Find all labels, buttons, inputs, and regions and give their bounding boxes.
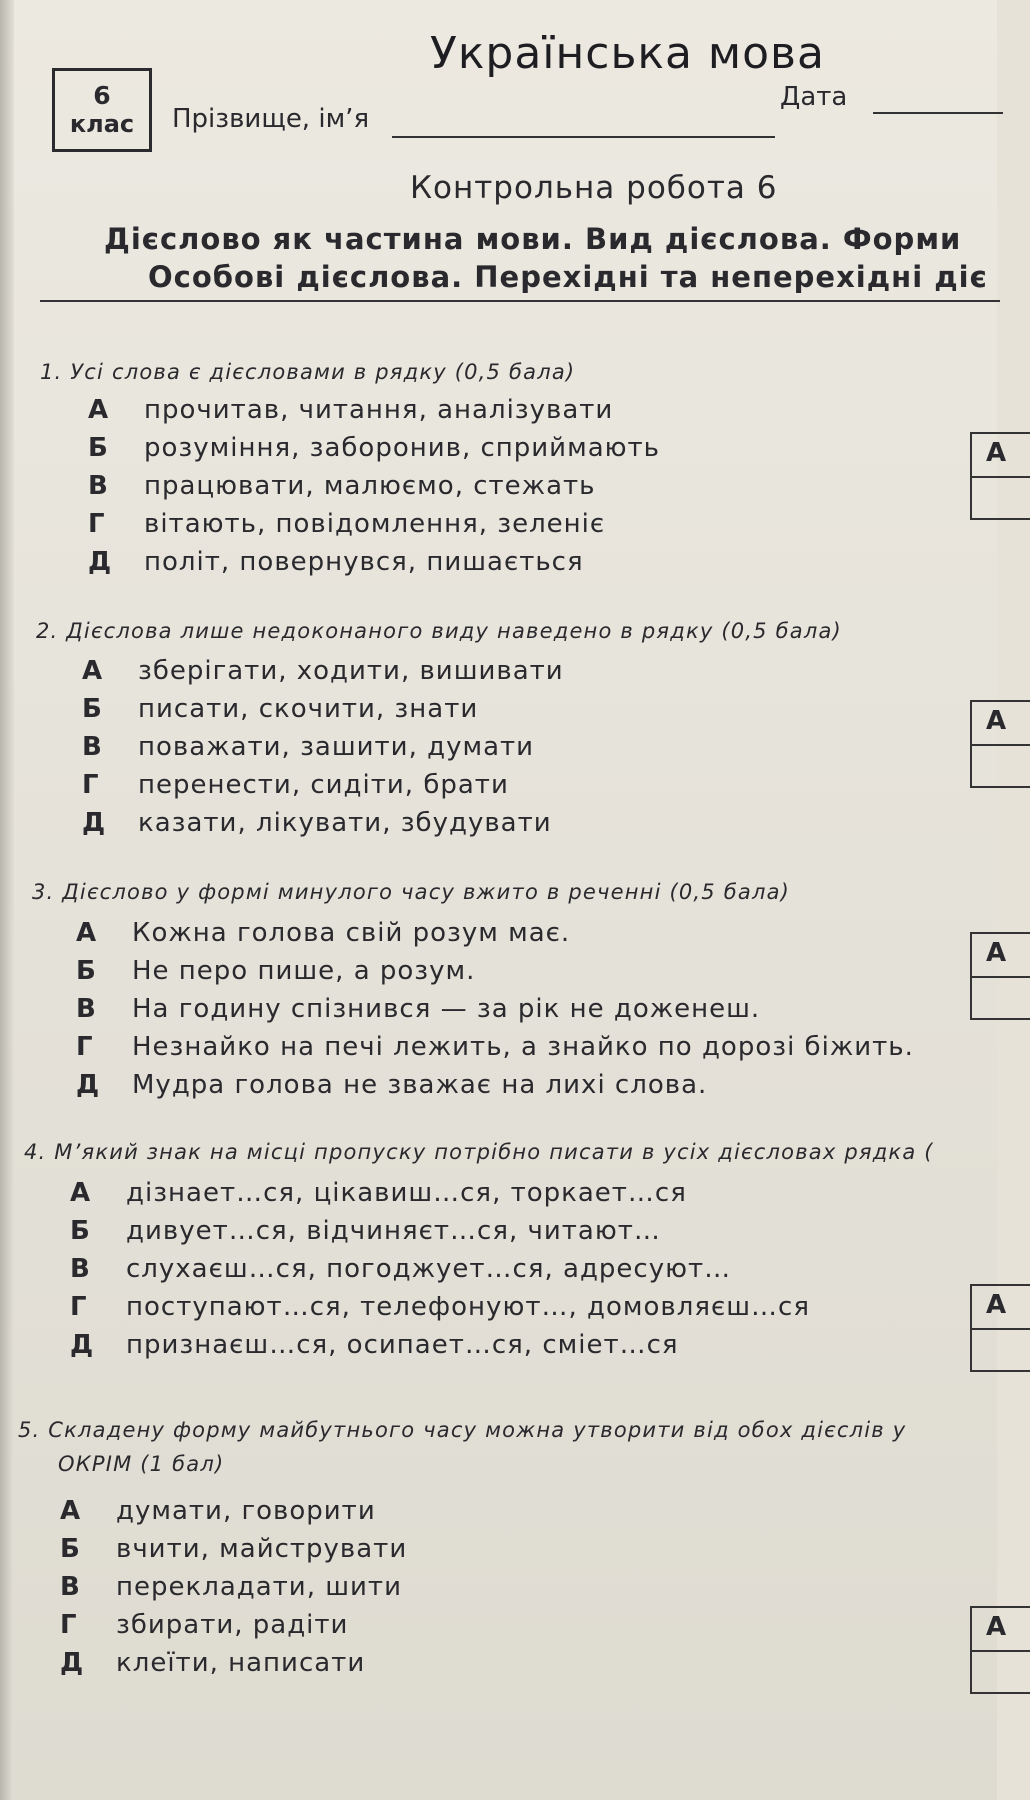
option-letter: Д xyxy=(70,1330,95,1360)
topic-line-2: Особові дієслова. Перехідні та неперехідні діє xyxy=(148,260,988,294)
question-5-option-e[interactable] xyxy=(60,1648,365,1678)
question-4-option-a[interactable] xyxy=(70,1178,687,1208)
option-text: казати, лікувати, збудувати xyxy=(138,808,552,838)
option-text: слухаєш…ся, погоджует…ся, адресуют… xyxy=(126,1254,732,1284)
title-divider xyxy=(40,300,1000,302)
option-letter: В xyxy=(88,471,109,501)
grade-number: 6 xyxy=(93,81,111,110)
question-1-option-b[interactable] xyxy=(88,433,660,463)
question-3-option-b[interactable] xyxy=(76,956,475,986)
option-letter: Б xyxy=(60,1534,81,1564)
option-letter: Г xyxy=(70,1292,88,1322)
question-3-option-d[interactable] xyxy=(76,1032,914,1062)
date-field[interactable] xyxy=(873,112,1003,114)
question-1-option-c[interactable] xyxy=(88,471,595,501)
answer-grid-letter: А xyxy=(986,438,1007,468)
option-letter: А xyxy=(70,1178,92,1208)
option-letter: Б xyxy=(76,956,97,986)
option-letter: В xyxy=(82,732,103,762)
option-text: думати, говорити xyxy=(116,1496,376,1526)
question-3-option-c[interactable] xyxy=(76,994,760,1024)
question-1-option-e[interactable] xyxy=(88,547,584,577)
option-letter: А xyxy=(76,918,98,948)
option-letter: В xyxy=(60,1572,81,1602)
question-5-option-d[interactable] xyxy=(60,1610,348,1640)
option-text: прочитав, читання, аналізувати xyxy=(144,395,614,425)
question-5: 5. Складену форму майбутнього часу можна утворити від обох дієслів у xyxy=(18,1418,907,1442)
option-text: дивует…ся, відчиняєт…ся, читают… xyxy=(126,1216,661,1246)
question-5-continuation: ОКРІМ (1 бал) xyxy=(58,1452,225,1476)
topic-line-1: Дієслово як частина мови. Вид дієслова. Форми xyxy=(104,222,962,256)
name-field[interactable] xyxy=(392,136,775,138)
answer-grid-letter: А xyxy=(986,938,1007,968)
option-letter: А xyxy=(60,1496,82,1526)
answer-grid-5[interactable] xyxy=(970,1606,1030,1694)
answer-grid-letter: А xyxy=(986,1290,1007,1320)
answer-grid-letter: А xyxy=(986,1612,1007,1642)
grade-box xyxy=(52,68,152,152)
test-title: Контрольна робота 6 xyxy=(410,170,778,206)
option-text: вчити, майструвати xyxy=(116,1534,408,1564)
option-text: перекладати, шити xyxy=(116,1572,402,1602)
page-edge-shadow xyxy=(0,0,14,1800)
subject-title: Українська мова xyxy=(430,28,825,79)
question-3: 3. Дієслово у формі минулого часу вжито в реченні (0,5 бала) xyxy=(32,880,791,904)
option-text: Мудра голова не зважає на лихі слова. xyxy=(132,1070,708,1100)
option-text: Незнайко на печі лежить, а знайко по дорозі біжить. xyxy=(132,1032,914,1062)
option-letter: Д xyxy=(82,808,107,838)
question-5-option-c[interactable] xyxy=(60,1572,402,1602)
option-text: писати, скочити, знати xyxy=(138,694,479,724)
question-3-option-a[interactable] xyxy=(76,918,570,948)
option-letter: Д xyxy=(60,1648,85,1678)
question-2-option-e[interactable] xyxy=(82,808,552,838)
answer-grid-1[interactable] xyxy=(970,432,1030,520)
option-text: розуміння, заборонив, сприймають xyxy=(144,433,660,463)
question-2-option-d[interactable] xyxy=(82,770,509,800)
option-text: признаєш…ся, осипает…ся, сміет…ся xyxy=(126,1330,679,1360)
question-4: 4. М’який знак на місці пропуску потрібно писати в усіх дієсловах рядка ( xyxy=(24,1140,934,1164)
option-text: перенести, сидіти, брати xyxy=(138,770,509,800)
option-text: Не перо пише, а розум. xyxy=(132,956,476,986)
grade-word: клас xyxy=(69,110,135,138)
option-text: клеїти, написати xyxy=(116,1648,366,1678)
option-text: працювати, малюємо, стежать xyxy=(144,471,596,501)
question-4-option-c[interactable] xyxy=(70,1254,731,1284)
option-letter: Д xyxy=(88,547,113,577)
date-label: Дата xyxy=(780,82,848,112)
option-text: поступают…ся, телефонуют…, домовляєш…ся xyxy=(126,1292,810,1322)
option-text: вітають, повідомлення, зеленіє xyxy=(144,509,606,539)
answer-grid-2[interactable] xyxy=(970,700,1030,788)
answer-grid-3[interactable] xyxy=(970,932,1030,1020)
option-letter: Д xyxy=(76,1070,101,1100)
question-1-option-d[interactable] xyxy=(88,509,605,539)
option-text: На годину спізнився — за рік не доженеш. xyxy=(132,994,761,1024)
answer-grid-4[interactable] xyxy=(970,1284,1030,1372)
question-4-option-e[interactable] xyxy=(70,1330,679,1360)
option-text: дізнает…ся, цікавиш…ся, торкает…ся xyxy=(126,1178,687,1208)
question-5-option-a[interactable] xyxy=(60,1496,376,1526)
option-text: Кожна голова свій розум має. xyxy=(132,918,571,948)
option-letter: Г xyxy=(60,1610,78,1640)
option-letter: Б xyxy=(70,1216,91,1246)
question-1: 1. Усі слова є дієсловами в рядку (0,5 бала) xyxy=(40,360,576,384)
question-4-option-d[interactable] xyxy=(70,1292,810,1322)
option-letter: А xyxy=(88,395,110,425)
option-letter: В xyxy=(76,994,97,1024)
option-text: зберігати, ходити, вишивати xyxy=(138,656,564,686)
option-letter: Г xyxy=(82,770,100,800)
option-letter: Г xyxy=(88,509,106,539)
question-5-option-b[interactable] xyxy=(60,1534,407,1564)
option-letter: Б xyxy=(82,694,103,724)
option-letter: Б xyxy=(88,433,109,463)
question-4-option-b[interactable] xyxy=(70,1216,661,1246)
option-text: політ, повернувся, пишається xyxy=(144,547,584,577)
option-letter: В xyxy=(70,1254,91,1284)
question-2: 2. Дієслова лише недоконаного виду наведено в рядку (0,5 бала) xyxy=(36,619,842,643)
option-letter: Г xyxy=(76,1032,94,1062)
question-2-option-b[interactable] xyxy=(82,694,478,724)
question-1-option-a[interactable] xyxy=(88,395,613,425)
answer-grid-letter: А xyxy=(986,706,1007,736)
option-text: збирати, радіти xyxy=(116,1610,349,1640)
question-2-option-a[interactable] xyxy=(82,656,564,686)
question-3-option-e[interactable] xyxy=(76,1070,707,1100)
option-letter: А xyxy=(82,656,104,686)
question-2-option-c[interactable] xyxy=(82,732,534,762)
name-label: Прізвище, ім’я xyxy=(172,104,370,134)
option-text: поважати, зашити, думати xyxy=(138,732,535,762)
